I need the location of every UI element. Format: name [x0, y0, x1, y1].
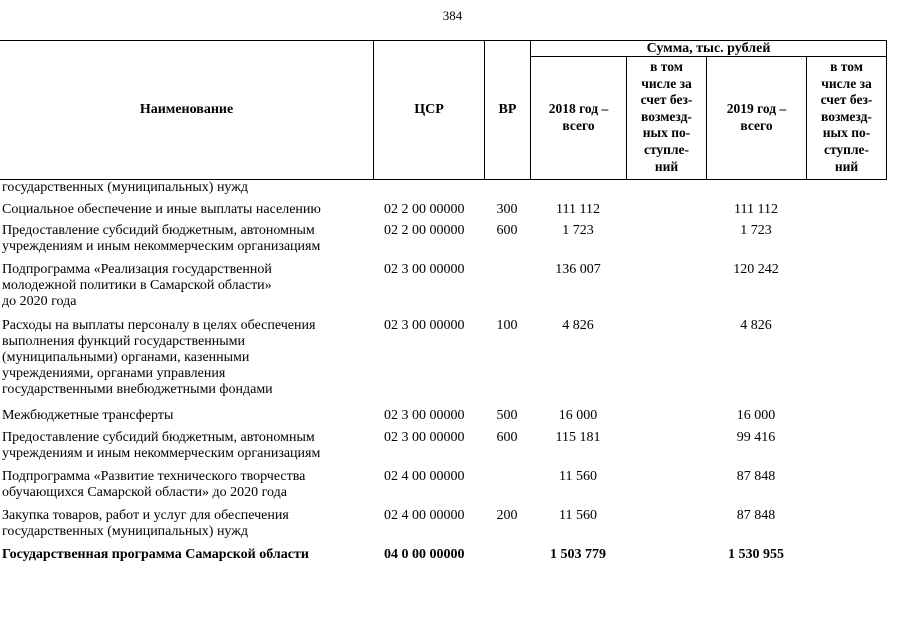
row-name: [2, 202, 367, 218]
header-2019-grants-line: ний: [834, 158, 859, 174]
row-sum-2019: 87 848: [736, 508, 776, 523]
row-name-line: до 2020 года: [2, 294, 77, 309]
header-sum-group: Сумма, тыс. рублей: [646, 41, 771, 56]
row-name-line: государственных (муниципальных) нужд: [2, 524, 249, 539]
row-sum-2019: 1 723: [740, 223, 772, 238]
header-2018-grants-line: ний: [654, 158, 679, 174]
row-sum-2018: 115 181: [555, 430, 601, 445]
row-name-line: Закупка товаров, работ и услуг для обеспечения: [2, 508, 289, 523]
row-name-line: Социальное обеспечение и иные выплаты населению: [2, 202, 321, 217]
row-name: [2, 408, 367, 424]
table-right-border: [886, 40, 887, 180]
header-2019-grants: [807, 59, 886, 175]
row-sum-2019: 99 416: [736, 430, 776, 445]
row-name: [2, 469, 367, 501]
header-2019-total-line: всего: [740, 118, 773, 133]
header-2019-grants-line: ных по-: [822, 125, 871, 141]
row-name: [2, 223, 367, 255]
header-2019-total: [707, 100, 806, 134]
header-2019-grants-line: возмезд-: [821, 108, 872, 124]
header-2018-grants-line: в том: [650, 59, 683, 74]
row-sum-2018: 16 000: [558, 408, 598, 423]
row-name: [2, 508, 367, 540]
header-2018-grants-line: счет без-: [640, 92, 693, 108]
row-sum-2019: 87 848: [736, 469, 776, 484]
row-sum-2018: 1 503 779: [550, 547, 606, 562]
row-vr: 600: [496, 430, 518, 445]
row-name: [2, 430, 367, 462]
row-name: [2, 318, 367, 398]
row-csr: 02 3 00 00000: [384, 408, 465, 423]
header-2018-total-line: 2018 год –: [548, 101, 609, 116]
row-name-line: Предоставление субсидий бюджетным, автономным: [2, 223, 315, 238]
header-csr: ЦСР: [414, 102, 444, 117]
row-sum-2019: 120 242: [733, 262, 779, 277]
row-name: [2, 262, 367, 310]
header-2019-total-line: 2019 год –: [726, 101, 787, 116]
header-2018-total: [531, 100, 626, 134]
header-2019-grants-line: ступле-: [823, 141, 870, 157]
row-name-line: обучающихся Самарской области» до 2020 года: [2, 485, 287, 500]
header-vr: ВР: [498, 102, 517, 117]
row-name-line: Расходы на выплаты персоналу в целях обеспечения: [2, 318, 316, 333]
row-vr: 100: [496, 318, 518, 333]
row-name-line: Подпрограмма «Развитие технического творчества: [2, 469, 306, 484]
row-name: [2, 547, 367, 563]
header-2018-grants-line: возмезд-: [641, 108, 692, 124]
header-2018-grants: [627, 59, 706, 175]
row-csr: 02 2 00 00000: [384, 223, 465, 238]
row-sum-2018: 111 112: [556, 202, 600, 217]
row-csr: 02 4 00 00000: [384, 469, 465, 484]
row-vr: 600: [496, 223, 518, 238]
row-vr: 500: [496, 408, 518, 423]
row-name-line: учреждениям и иным некоммерческим организациям: [2, 239, 321, 254]
header-2018-grants-line: ных по-: [642, 125, 691, 141]
header-2018-grants-line: числе за: [641, 75, 692, 91]
row-sum-2018: 4 826: [562, 318, 594, 333]
header-2019-grants-line: числе за: [821, 75, 872, 91]
row-csr: 02 4 00 00000: [384, 508, 465, 523]
row-sum-2019: 111 112: [734, 202, 778, 217]
row-name-line: молодежной политики в Самарской области»: [2, 278, 272, 293]
row-sum-2019: 1 530 955: [728, 547, 784, 562]
page-number: 384: [442, 8, 463, 23]
row-vr: 300: [496, 202, 518, 217]
row-name-line: выполнения функций государственными: [2, 334, 245, 349]
row-sum-2018: 11 560: [559, 469, 597, 484]
row-csr: 04 0 00 00000: [384, 547, 465, 562]
row-name-line: учреждениями, органами управления: [2, 366, 226, 381]
row-name-line: учреждениям и иным некоммерческим организациям: [2, 446, 321, 461]
row-sum-2018: 136 007: [555, 262, 601, 277]
row-csr: 02 2 00 00000: [384, 202, 465, 217]
row-name-line: Предоставление субсидий бюджетным, автономным: [2, 430, 315, 445]
row-csr: 02 3 00 00000: [384, 318, 465, 333]
row-sum-2018: 11 560: [559, 508, 597, 523]
row-name: [2, 180, 367, 196]
row-csr: 02 3 00 00000: [384, 262, 465, 277]
row-name-line: Подпрограмма «Реализация государственной: [2, 262, 272, 277]
row-name-line: государственных (муниципальных) нужд: [2, 180, 249, 195]
row-name-line: Государственная программа Самарской области: [2, 547, 309, 562]
row-vr: 200: [496, 508, 518, 523]
row-name-line: государственными внебюджетными фондами: [2, 382, 273, 397]
header-2019-grants-line: в том: [830, 59, 863, 74]
header-2019-grants-line: счет без-: [820, 92, 873, 108]
row-name-line: Межбюджетные трансферты: [2, 408, 174, 423]
header-2018-grants-line: ступле-: [643, 141, 690, 157]
row-sum-2018: 1 723: [562, 223, 594, 238]
row-name-line: (муниципальными) органами, казенными: [2, 350, 250, 365]
header-name: Наименование: [139, 102, 234, 117]
row-sum-2019: 4 826: [740, 318, 772, 333]
row-csr: 02 3 00 00000: [384, 430, 465, 445]
header-2018-total-line: всего: [562, 118, 595, 133]
row-sum-2019: 16 000: [736, 408, 776, 423]
